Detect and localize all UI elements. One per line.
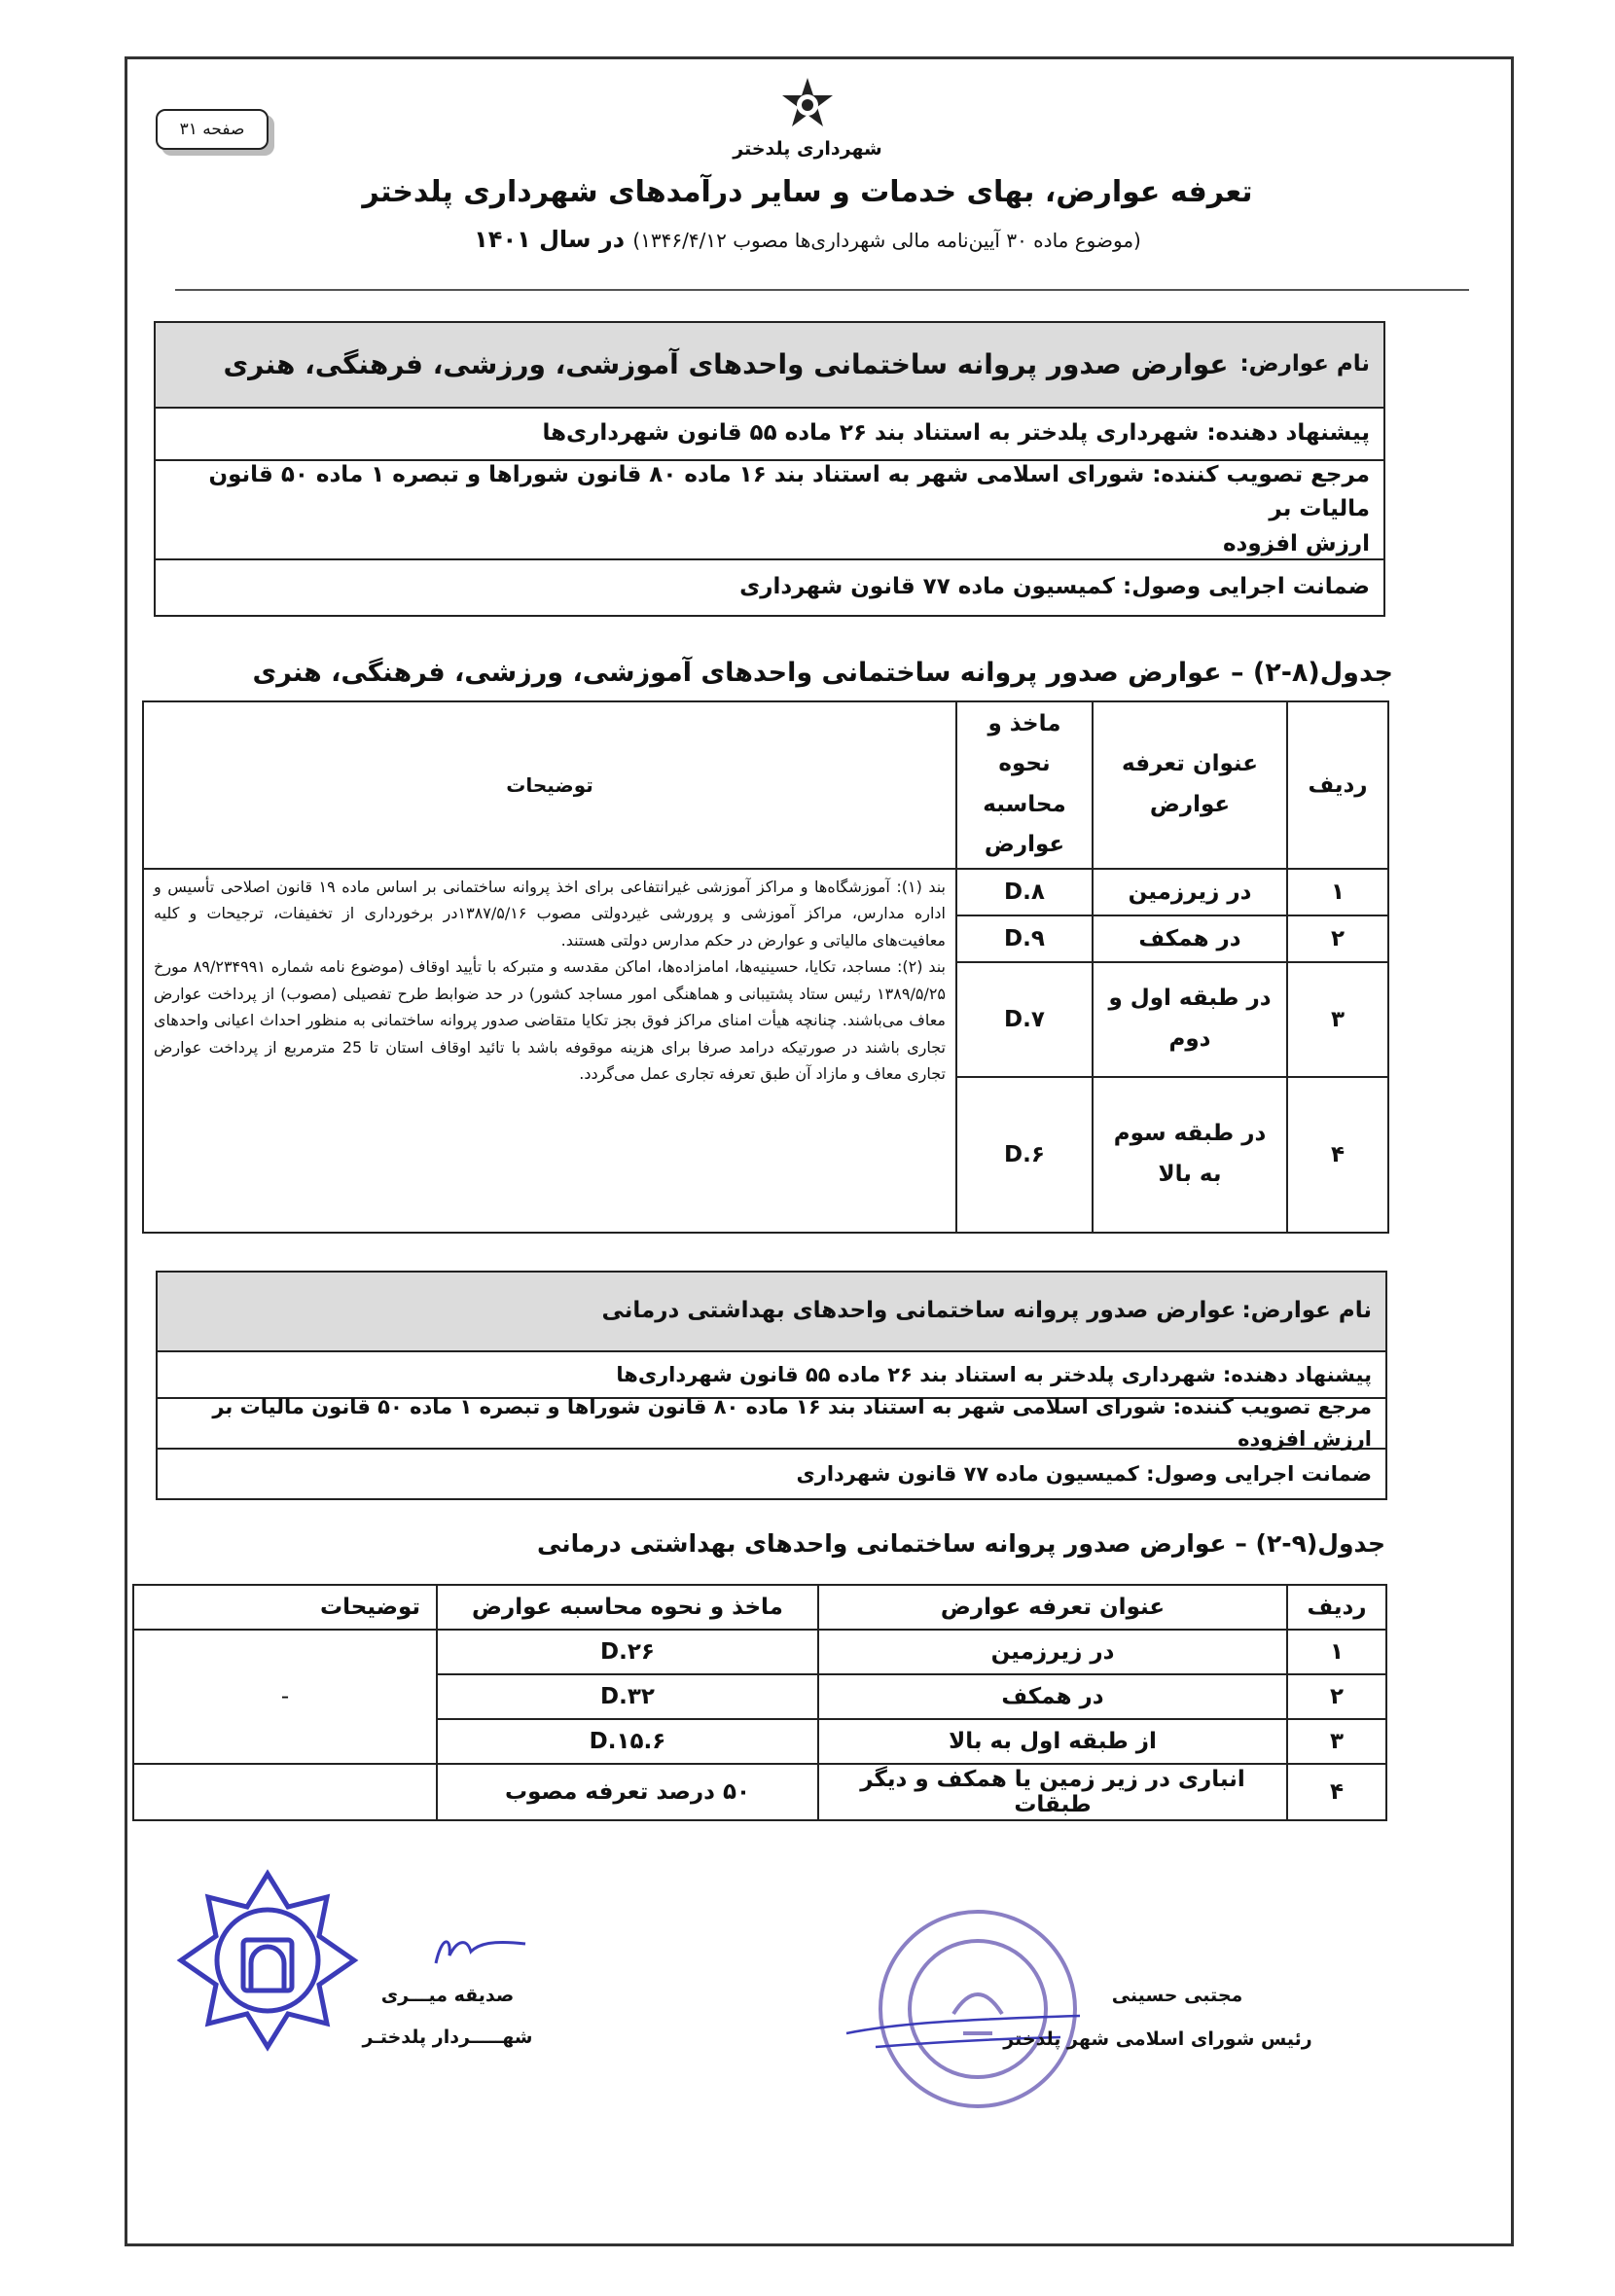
table2 [132, 1584, 1387, 1821]
table1 [142, 700, 1389, 1234]
subtitle-year: در سال ۱۴۰۱ [474, 226, 633, 253]
section2-proposer-row: پیشنهاد دهنده: شهرداری پلدختر به استناد بند ۲۶ ماده ۵۵ قانون شهرداری‌ها [158, 1352, 1385, 1399]
table1-row3-title: در طبقه اول و دوم [1093, 962, 1287, 1077]
table-row [143, 869, 1388, 915]
table1-row3-no: ۳ [1287, 962, 1388, 1077]
table2-row1-formula: ۲۶.D [437, 1630, 818, 1674]
table2-row2-formula: ۳۲.D [437, 1674, 818, 1719]
table1-col-tariff: عنوان تعرفه عوارض [1093, 701, 1287, 869]
section1-approver-line1: مرجع تصویب کننده: شورای اسلامی شهر به استناد بند ۱۶ ماده ۸۰ قانون شوراها و تبصره ۱ ماده ۵۰ قانون مالیات بر [208, 461, 1370, 522]
table1-col-formula: ماخذ و نحوه محاسبه عوارض [956, 701, 1093, 869]
section1-name-value: عوارض صدور پروانه ساختمانی واحدهای آموزشی، ورزشی، فرهنگی، هنری [223, 348, 1229, 381]
table2-row4-notes [133, 1764, 437, 1820]
municipality-name: شهرداری پلدختر [733, 138, 882, 160]
header-divider [175, 289, 1469, 291]
subtitle-reference: (موضوع ماده ۳۰ آیین‌نامه مالی شهرداری‌ها مصوب ۱۳۴۶/۴/۱۲) [632, 229, 1141, 252]
table1-row2-no: ۲ [1287, 915, 1388, 962]
table1-col-notes: توضیحات [143, 701, 956, 869]
section1-name-row [156, 323, 1383, 409]
table2-row3-title: از طبقه اول به بالا [818, 1719, 1287, 1764]
table1-row2-title: در همکف [1093, 915, 1287, 962]
mayor-role: شهـــــردار پلدختـر [362, 2027, 533, 2048]
table1-header-row [143, 701, 1388, 869]
table1-row3-formula: ۷.D [956, 962, 1093, 1077]
section2-guarantee-row: ضمانت اجرایی وصول: کمیسیون ماده ۷۷ قانون شهرداری [796, 1461, 1372, 1486]
table1-note-2: بند (۲): مساجد، تکایا، حسینیه‌ها، امامزاده‌ها، اماکن مقدسه و متبرکه با تأیید اوقاف (موضوع نامه شماره ۸۹/۲۳۴۹۹۱ مورخ ۱۳۸۹/۵/۲۵ رئیس ستاد پشتیبانی و هماهنگی امور مساجد کشور) در حد ضوابط طرح تفصیلی (مصوب) از پرداخت عوارض معاف می‌باشند. چنانچه هیأت امنای مراکز فوق بجز تکایا متقاضی صدور پروانه ساختمانی به منظور احداث اعیانی واحدهای تجاری باشند در صورتیکه درامد صرفا برای هزینه موقوفه باشد با تائید اوقاف استان تا 25 مترمربع از پرداخت عوارض تجاری معاف و مازاد آن طبق تعرفه تجاری عمل می‌گردد. [154, 957, 947, 1084]
section2-name-value: عوارض صدور پروانه ساختمانی واحدهای بهداشتی درمانی [601, 1298, 1237, 1324]
section1-info-box [154, 321, 1385, 617]
table-row [133, 1764, 1386, 1820]
section2-name-label: نام عوارض: [1241, 1298, 1372, 1324]
table2-row1-title: در زیرزمین [818, 1630, 1287, 1674]
mayor-signature [428, 1926, 535, 1975]
table2-notes-cell: - [133, 1630, 437, 1764]
table1-row4-formula: ۶.D [956, 1077, 1093, 1233]
section2-approver-row: مرجع تصویب کننده: شورای اسلامی شهر به استناد بند ۱۶ ماده ۸۰ قانون شوراها و تبصره ۱ ماده ۵۰ قانون مالیات بر ارزش افزوده [158, 1399, 1385, 1450]
mayor-stamp-seal [175, 1868, 360, 2053]
section1-guarantee-row: ضمانت اجرایی وصول: کمیسیون ماده ۷۷ قانون شهرداری [739, 574, 1370, 600]
table2-title: جدول(۹-۲) – عوارض صدور پروانه ساختمانی واحدهای بهداشتی درمانی [536, 1529, 1385, 1558]
council-head-role: رئیس شورای اسلامی شهر پلدختر [1003, 2028, 1312, 2050]
table2-col-formula: ماخذ و نحوه محاسبه عوارض [437, 1585, 818, 1630]
table2-row2-no: ۲ [1287, 1674, 1386, 1719]
table2-row4-title: انباری در زیر زمین یا همکف و دیگر طبقات [818, 1764, 1287, 1820]
table2-col-tariff: عنوان تعرفه عوارض [818, 1585, 1287, 1630]
section2-name-row [158, 1273, 1385, 1352]
council-head-name: مجتبی حسینی [1111, 1985, 1243, 2006]
table1-row1-formula: ۸.D [956, 869, 1093, 915]
section1-name-label: نام عوارض: [1239, 351, 1370, 377]
table1-col-row: ردیف [1287, 701, 1388, 869]
section2-info-box [156, 1271, 1387, 1500]
table2-row3-no: ۳ [1287, 1719, 1386, 1764]
table1-row2-formula: ۹.D [956, 915, 1093, 962]
table-row [133, 1630, 1386, 1674]
document-subtitle [292, 226, 1323, 253]
table1-row4-no: ۴ [1287, 1077, 1388, 1233]
municipality-logo-icon [778, 76, 837, 134]
table2-row4-no: ۴ [1287, 1764, 1386, 1820]
section2-name-line [601, 1294, 1372, 1329]
section1-approver-row [156, 461, 1383, 560]
table1-title: جدول(۸-۲) – عوارض صدور پروانه ساختمانی واحدهای آموزشی، ورزشی، فرهنگی، هنری [252, 658, 1393, 688]
table2-header-row [133, 1585, 1386, 1630]
page-number-badge: صفحه ۳۱ [156, 109, 269, 150]
table1-row4-title: در طبقه سوم به بالا [1093, 1077, 1287, 1233]
table1-notes-cell [143, 869, 956, 1233]
table2-row3-formula: ۱۵.۶.D [437, 1719, 818, 1764]
table2-col-row: ردیف [1287, 1585, 1386, 1630]
table2-row2-title: در همکف [818, 1674, 1287, 1719]
table2-col-notes: توضیحات [133, 1585, 437, 1630]
table1-row1-no: ۱ [1287, 869, 1388, 915]
table1-note-1: بند (۱): آموزشگاه‌ها و مراکز آموزشی غیرانتفاعی برای اخذ پروانه ساختمانی بر اساس ماده ۱۹ قانون اصلاحی تأسیس و اداره مدارس، مراکز آموزشی و پرورشی غیردولتی مصوب ۱۳۸۷/۵/۱۶در برخورداری از تخفیفات، ترجیحات و کلیه معافیت‌های مالیاتی و عوارض در حکم مدارس دولتی هستند. [154, 877, 947, 950]
section1-proposer-row: پیشنهاد دهنده: شهرداری پلدختر به استناد بند ۲۶ ماده ۵۵ قانون شهرداری‌ها [156, 409, 1383, 461]
mayor-name: صدیقه میـــری [380, 1985, 515, 2006]
section1-approver-line2: ارزش افزوده [1222, 530, 1370, 556]
table2-row1-no: ۱ [1287, 1630, 1386, 1674]
document-title: تعرفه عوارض، بهای خدمات و سایر درآمدهای شهرداری پلدختر [362, 175, 1253, 209]
table2-row4-formula: ۵۰ درصد تعرفه مصوب [437, 1764, 818, 1820]
table1-row1-title: در زیرزمین [1093, 869, 1287, 915]
